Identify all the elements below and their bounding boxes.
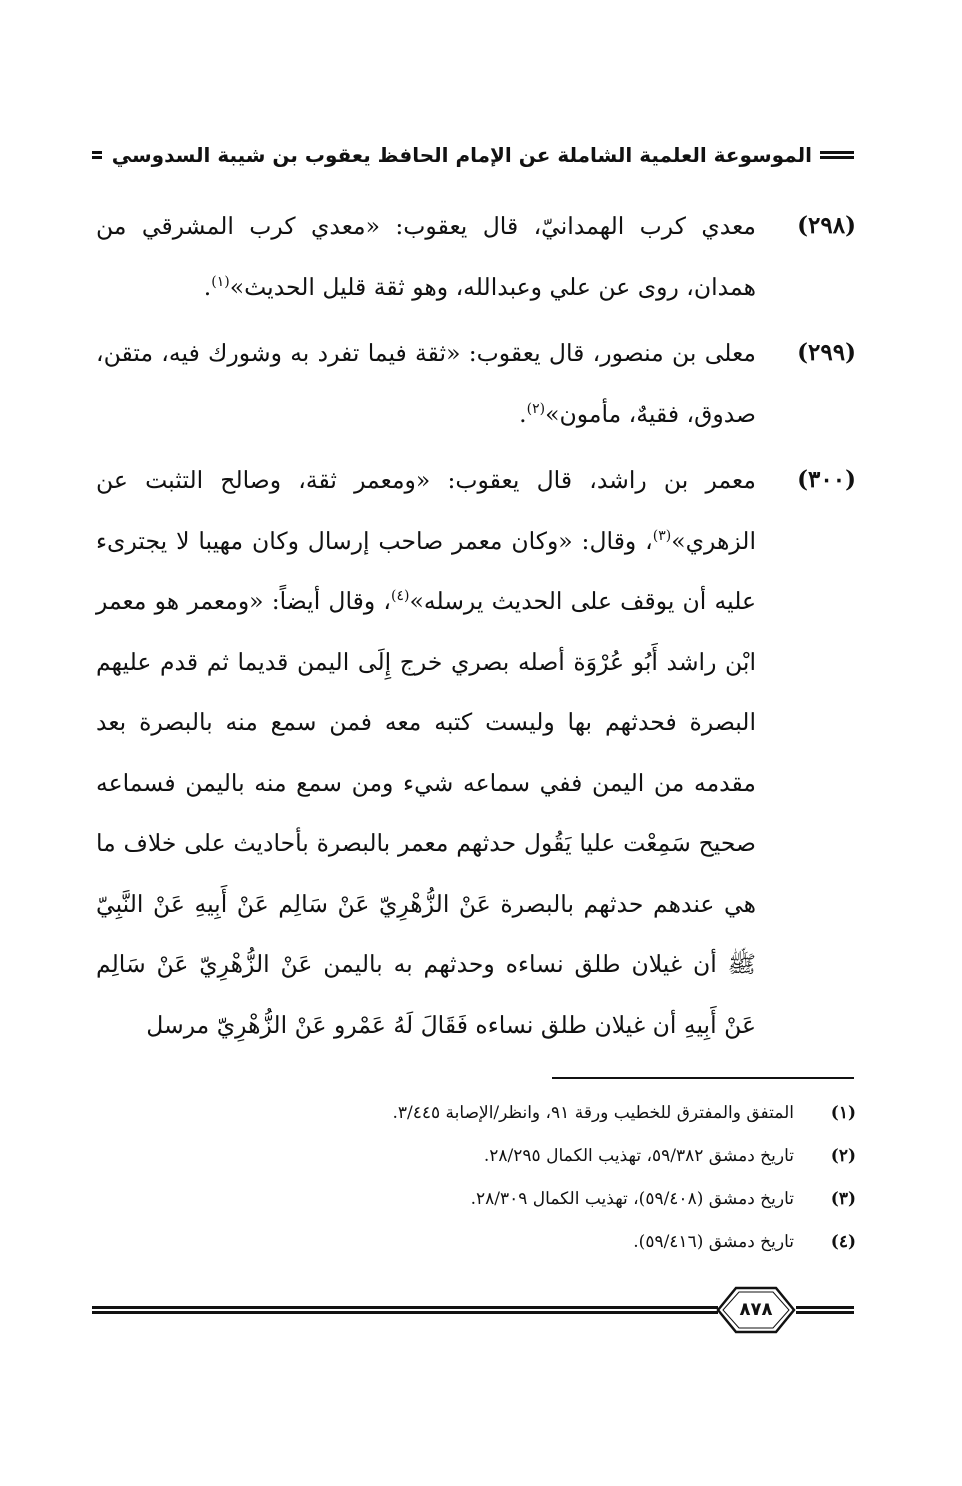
entry-body-part3: ، وقال أيضاً: «ومعمر هو معمر ابْن راشد أَبُو عُرْوَة أصله بصري خرج إِلَى اليمن قديما ثم قدم عليهم البصرة فحدثهم بها وليست كتبه معه فمن سمع منه بالبصرة بعد مقدمه من اليمن ففي سماعه شيء ومن سمع منه باليمن فسماعه صحيح سَمِعْت عليا يَقُول حدثهم معمر بالبصرة بأحاديث على خلاف ما هي عندهم حدثهم بالبصرة عَنْ الزُّهْرِيّ عَنْ سَالِم عَنْ أَبِيهِ عَنْ النَّبِيّ ﷺ أن غيلان طلق نساءه وحدثهم به باليمن عَنْ الزُّهْرِيّ عَنْ سَالِم عَنْ أَبِيهِ أن غيلان طلق نساءه فَقَالَ لَهُ عَمْرو عَنْ الزُّهْرِيّ مرسل: [96, 587, 756, 1039]
entry-text: [96, 196, 756, 317]
footnote-number: (٢): [830, 1146, 856, 1166]
footnote-ref[interactable]: (٤): [391, 588, 410, 605]
footnote-3: [300, 1178, 856, 1221]
footnote-ref[interactable]: (٣): [652, 527, 672, 544]
entry-number: (٣٠٠): [797, 466, 856, 493]
footer-rule-right: [796, 1306, 854, 1314]
footnote-text: تاريخ دمشق ٥٩/٣٨٢، تهذيب الكمال ٢٨/٢٩٥.: [483, 1146, 794, 1166]
page-number: ٨٧٨: [739, 1299, 773, 1320]
entry-number: (٢٩٨): [797, 212, 856, 239]
entry-end: .: [203, 272, 212, 301]
entry-body: معدي كرب الهمدانيّ، قال يعقوب: «معدي كرب المشرقي من همدان، روى عن علي وعبدالله، وهو ثقة قليل الحديث»: [96, 212, 756, 301]
footnote-separator: [552, 1077, 854, 1079]
header-title: الموسوعة العلمية الشاملة عن الإمام الحافظ يعقوب بن شيبة السدوسي: [111, 143, 812, 167]
running-header: [92, 135, 854, 175]
page-footer: [92, 1285, 854, 1335]
footnote-text: تاريخ دمشق (٥٩/٤١٦).: [633, 1232, 794, 1252]
entry-text: [96, 323, 756, 444]
footnote-4: [300, 1221, 856, 1264]
entry-end: .: [519, 399, 527, 428]
page-number-badge: [714, 1285, 798, 1335]
footer-rule-left: [92, 1306, 718, 1314]
footnote-number: (٤): [830, 1232, 856, 1252]
entry-body: معلى بن منصور، قال يعقوب: «ثقة فيما تفرد به وشورك فيه، متقن، صدوق، فقيهٌ، مأمون»: [96, 339, 756, 428]
entry-300: [96, 450, 856, 1055]
footnote-text: المتفق والمفترق للخطيب ورقة ٩١، وانظر/الإصابة ٣/٤٤٥.: [392, 1103, 794, 1123]
entry-body-part1: معمر بن راشد، قال يعقوب: «ومعمر ثقة، وصالح التثبت عن الزهري»: [96, 466, 756, 555]
footnote-1: [300, 1092, 856, 1135]
entry-number: (٢٩٩): [797, 339, 856, 366]
footnote-text: تاريخ دمشق (٥٩/٤٠٨)، تهذيب الكمال ٢٨/٣٠٩.: [470, 1189, 794, 1209]
entry-299: [96, 323, 856, 444]
header-rule-right: [820, 151, 854, 159]
entries-list: [96, 196, 856, 1061]
footnote-ref[interactable]: (٢): [526, 400, 546, 417]
entry-298: [96, 196, 856, 317]
footnote-ref[interactable]: (١): [211, 273, 230, 290]
footnote-number: (٣): [830, 1189, 856, 1209]
entry-body-part2: ، وقال: «وكان معمر صاحب إرسال وكان مهيبا لا يجترىء عليه أن يوقف على الحديث يرسله»: [96, 526, 756, 615]
footnotes: [300, 1092, 856, 1264]
footnote-number: (١): [830, 1103, 856, 1123]
entry-text: [96, 450, 756, 1055]
footnote-2: [300, 1135, 856, 1178]
header-rule-left: [92, 151, 102, 159]
